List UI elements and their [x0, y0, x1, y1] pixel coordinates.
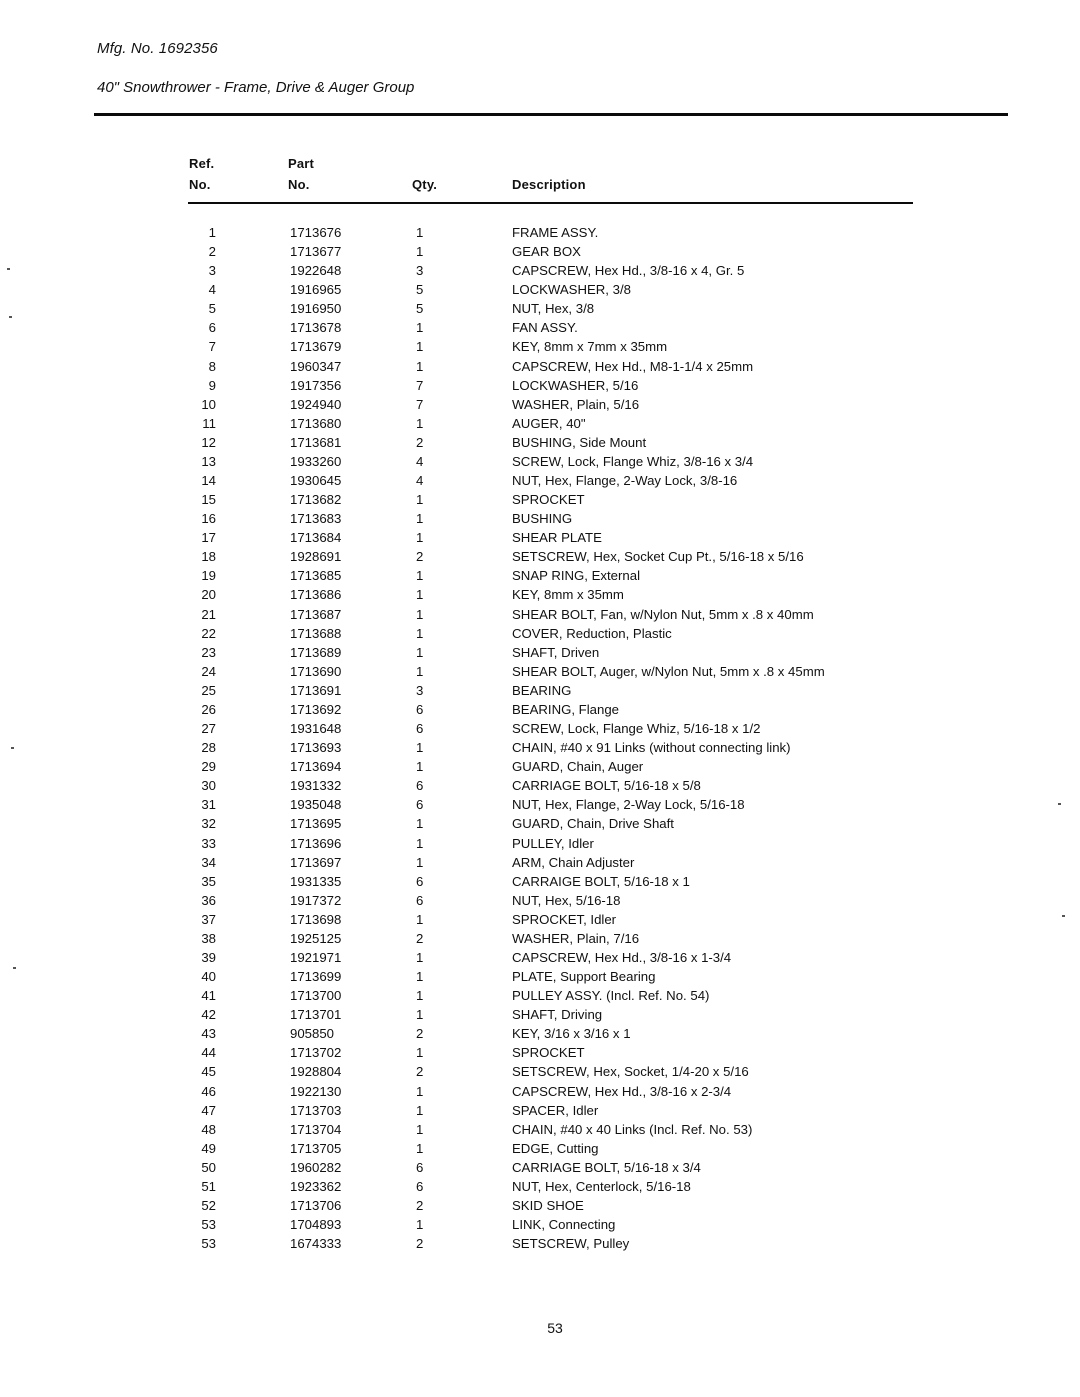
ref-number: 42 [201, 1007, 216, 1023]
part-number: 1933260 [290, 453, 342, 469]
quantity: 1 [416, 1140, 424, 1156]
part-number: 1960282 [290, 1159, 342, 1175]
ref-number: 47 [201, 1102, 216, 1118]
part-number: 1916950 [290, 301, 342, 317]
part-number: 1713691 [290, 682, 342, 698]
scan-speck [1058, 803, 1061, 805]
description: GUARD, Chain, Auger [512, 759, 644, 775]
part-number: 1713699 [290, 969, 342, 985]
quantity: 1 [416, 415, 424, 431]
description: SPROCKET, Idler [512, 911, 617, 927]
manufacturer-number: Mfg. No. 1692356 [97, 40, 218, 57]
table-row [0, 509, 1080, 528]
quantity: 2 [416, 1236, 424, 1252]
quantity: 1 [416, 358, 424, 374]
quantity: 4 [416, 453, 424, 469]
ref-number: 36 [201, 892, 216, 908]
quantity: 2 [416, 930, 424, 946]
quantity: 1 [416, 740, 424, 756]
part-number: 1713702 [290, 1045, 342, 1061]
part-number: 1931332 [290, 778, 342, 794]
table-row [0, 719, 1080, 738]
ref-number: 28 [201, 740, 216, 756]
quantity: 1 [416, 244, 424, 260]
ref-number: 48 [201, 1121, 216, 1137]
description: EDGE, Cutting [512, 1140, 599, 1156]
table-row [0, 337, 1080, 356]
description: SETSCREW, Pulley [512, 1236, 630, 1252]
table-row [0, 624, 1080, 643]
description: BEARING, Flange [512, 701, 620, 717]
quantity: 5 [416, 282, 424, 298]
table-header-divider [188, 202, 913, 204]
table-row [0, 891, 1080, 910]
ref-number: 33 [201, 835, 216, 851]
table-row [0, 700, 1080, 719]
table-row [0, 738, 1080, 757]
quantity: 1 [416, 988, 424, 1004]
scan-speck [13, 967, 16, 969]
part-number: 1713692 [290, 701, 342, 717]
page-title: 40" Snowthrower - Frame, Drive & Auger Group [97, 79, 415, 96]
description: PULLEY ASSY. (Incl. Ref. No. 54) [512, 988, 710, 1004]
description: FRAME ASSY. [512, 225, 599, 240]
ref-number: 50 [201, 1159, 216, 1175]
part-number: 1713685 [290, 568, 342, 584]
part-number: 1713698 [290, 911, 342, 927]
table-row [0, 1215, 1080, 1234]
part-number: 1713704 [290, 1121, 342, 1137]
ref-number: 23 [201, 644, 216, 660]
part-number: 1935048 [290, 797, 342, 813]
description: CAPSCREW, Hex Hd., 3/8-16 x 2-3/4 [512, 1083, 732, 1099]
description: CARRAIGE BOLT, 5/16-18 x 1 [512, 873, 690, 889]
quantity: 7 [416, 396, 424, 412]
description: BUSHING [512, 511, 573, 527]
part-number: 1960347 [290, 358, 342, 374]
table-row [0, 318, 1080, 337]
ref-number: 14 [201, 473, 216, 489]
description: COVER, Reduction, Plastic [512, 625, 672, 641]
quantity: 2 [416, 1026, 424, 1042]
table-row [0, 490, 1080, 509]
description: LOCKWASHER, 5/16 [512, 377, 639, 393]
scan-speck [9, 316, 12, 318]
scan-speck [7, 268, 10, 270]
part-number: 1925125 [290, 930, 342, 946]
ref-number: 22 [201, 625, 216, 641]
description: SHEAR BOLT, Auger, w/Nylon Nut, 5mm x .8 x 45mm [512, 663, 825, 679]
table-row [0, 357, 1080, 376]
part-number: 1674333 [290, 1236, 342, 1252]
ref-number: 41 [201, 988, 216, 1004]
description: CARRIAGE BOLT, 5/16-18 x 5/8 [512, 778, 701, 794]
quantity: 1 [416, 225, 424, 240]
description: CARRIAGE BOLT, 5/16-18 x 3/4 [512, 1159, 701, 1175]
scan-speck [1062, 915, 1065, 917]
description: SCREW, Lock, Flange Whiz, 3/8-16 x 3/4 [512, 453, 754, 469]
part-number: 1713683 [290, 511, 342, 527]
part-number: 1713701 [290, 1007, 342, 1023]
part-number: 1713682 [290, 492, 342, 508]
table-row [0, 967, 1080, 986]
ref-number: 3 [208, 263, 216, 279]
ref-number: 53 [201, 1217, 216, 1233]
table-row [0, 681, 1080, 700]
quantity: 6 [416, 1159, 424, 1175]
ref-number: 13 [201, 453, 216, 469]
ref-number: 38 [201, 930, 216, 946]
quantity: 1 [416, 1121, 424, 1137]
quantity: 1 [416, 1083, 424, 1099]
ref-number: 17 [201, 530, 216, 546]
description: SCREW, Lock, Flange Whiz, 5/16-18 x 1/2 [512, 721, 761, 737]
table-row [0, 1139, 1080, 1158]
description: KEY, 8mm x 7mm x 35mm [512, 339, 668, 355]
description: PULLEY, Idler [512, 835, 594, 851]
scan-speck [11, 747, 14, 749]
quantity: 1 [416, 530, 424, 546]
ref-number: 40 [201, 969, 216, 985]
part-number: 1713681 [290, 434, 342, 450]
ref-number: 7 [208, 339, 216, 355]
description: SETSCREW, Hex, Socket, 1/4-20 x 5/16 [512, 1064, 749, 1080]
description: BUSHING, Side Mount [512, 434, 647, 450]
quantity: 1 [416, 606, 424, 622]
quantity: 2 [416, 549, 424, 565]
table-row [0, 948, 1080, 967]
quantity: 6 [416, 797, 424, 813]
table-row [0, 452, 1080, 471]
part-number: 1713679 [290, 339, 342, 355]
description: KEY, 8mm x 35mm [512, 587, 624, 603]
quantity: 1 [416, 339, 424, 355]
part-number: 1713687 [290, 606, 342, 622]
part-number: 1713694 [290, 759, 342, 775]
ref-number: 44 [201, 1045, 216, 1061]
table-row [0, 872, 1080, 891]
quantity: 4 [416, 473, 424, 489]
part-number: 1917372 [290, 892, 342, 908]
table-row [0, 1101, 1080, 1120]
ref-number: 12 [201, 434, 216, 450]
part-number: 1713678 [290, 320, 342, 336]
description: CAPSCREW, Hex Hd., 3/8-16 x 1-3/4 [512, 949, 732, 965]
table-row [0, 929, 1080, 948]
quantity: 6 [416, 778, 424, 794]
table-row [0, 1158, 1080, 1177]
description: CHAIN, #40 x 91 Links (without connecting link) [512, 740, 791, 756]
ref-number: 39 [201, 949, 216, 965]
table-row [0, 1120, 1080, 1139]
part-number: 1930645 [290, 473, 342, 489]
table-row [0, 433, 1080, 452]
table-row [0, 471, 1080, 490]
table-row [0, 1062, 1080, 1081]
description: FAN ASSY. [512, 320, 578, 336]
table-row [0, 223, 1080, 242]
part-number: 1713695 [290, 816, 342, 832]
table-row [0, 566, 1080, 585]
ref-number: 21 [201, 606, 216, 622]
ref-number: 2 [208, 244, 216, 260]
part-number: 905850 [290, 1026, 335, 1042]
table-row [0, 853, 1080, 872]
table-row [0, 986, 1080, 1005]
part-number: 1713684 [290, 530, 342, 546]
part-number: 1713677 [290, 244, 342, 260]
ref-number: 15 [201, 492, 216, 508]
ref-number: 25 [201, 682, 216, 698]
description: NUT, Hex, 5/16-18 [512, 892, 621, 908]
description: WASHER, Plain, 5/16 [512, 396, 640, 412]
ref-number: 31 [201, 797, 216, 813]
quantity: 1 [416, 663, 424, 679]
description: NUT, Hex, Flange, 2-Way Lock, 5/16-18 [512, 797, 745, 813]
description: SKID SHOE [512, 1197, 584, 1213]
description: WASHER, Plain, 7/16 [512, 930, 640, 946]
ref-number: 37 [201, 911, 216, 927]
quantity: 1 [416, 969, 424, 985]
table-row [0, 643, 1080, 662]
description: LINK, Connecting [512, 1217, 616, 1233]
table-row [0, 757, 1080, 776]
quantity: 1 [416, 568, 424, 584]
description: NUT, Hex, Centerlock, 5/16-18 [512, 1178, 691, 1194]
ref-number: 9 [208, 377, 216, 393]
description: SPACER, Idler [512, 1102, 599, 1118]
description: LOCKWASHER, 3/8 [512, 282, 631, 298]
quantity: 5 [416, 301, 424, 317]
description: SETSCREW, Hex, Socket Cup Pt., 5/16-18 x 5/16 [512, 549, 804, 565]
part-number: 1713689 [290, 644, 342, 660]
page-number: 53 [547, 1320, 563, 1336]
description: PLATE, Support Bearing [512, 969, 656, 985]
quantity: 1 [416, 1102, 424, 1118]
description: SHEAR PLATE [512, 530, 602, 546]
table-row [0, 376, 1080, 395]
quantity: 1 [416, 320, 424, 336]
quantity: 6 [416, 701, 424, 717]
ref-number: 34 [201, 854, 216, 870]
table-row [0, 1043, 1080, 1062]
ref-number: 52 [201, 1197, 216, 1213]
part-number: 1923362 [290, 1178, 342, 1194]
description: BEARING [512, 682, 572, 698]
table-row [0, 662, 1080, 681]
quantity: 2 [416, 1197, 424, 1213]
quantity: 1 [416, 1045, 424, 1061]
table-row [0, 547, 1080, 566]
part-number: 1713697 [290, 854, 342, 870]
part-number: 1922130 [290, 1083, 342, 1099]
part-number: 1928804 [290, 1064, 342, 1080]
description: SPROCKET [512, 492, 585, 508]
ref-number: 10 [201, 396, 216, 412]
table-row [0, 1177, 1080, 1196]
part-number: 1924940 [290, 396, 342, 412]
ref-number: 5 [208, 301, 216, 317]
part-header-line1: Part [288, 156, 315, 171]
table-row [0, 814, 1080, 833]
ref-number: 49 [201, 1140, 216, 1156]
ref-number: 18 [201, 549, 216, 565]
quantity: 1 [416, 854, 424, 870]
description: CAPSCREW, Hex Hd., M8-1-1/4 x 25mm [512, 358, 754, 374]
qty-header: Qty. [412, 177, 438, 192]
part-number: 1713700 [290, 988, 342, 1004]
table-row [0, 528, 1080, 547]
table-row [0, 414, 1080, 433]
description-header: Description [512, 177, 586, 192]
table-row [0, 299, 1080, 318]
quantity: 2 [416, 434, 424, 450]
part-number: 1713693 [290, 740, 342, 756]
description: CHAIN, #40 x 40 Links (Incl. Ref. No. 53) [512, 1121, 753, 1137]
quantity: 1 [416, 911, 424, 927]
quantity: 2 [416, 1064, 424, 1080]
table-row [0, 395, 1080, 414]
table-row [0, 261, 1080, 280]
table-row [0, 1196, 1080, 1215]
quantity: 1 [416, 587, 424, 603]
quantity: 6 [416, 1178, 424, 1194]
part-number: 1713705 [290, 1140, 342, 1156]
ref-number: 16 [201, 511, 216, 527]
quantity: 7 [416, 377, 424, 393]
ref-number: 45 [201, 1064, 216, 1080]
ref-number: 26 [201, 701, 216, 717]
quantity: 1 [416, 492, 424, 508]
ref-number: 27 [201, 721, 216, 737]
part-number: 1928691 [290, 549, 342, 565]
description: SPROCKET [512, 1045, 585, 1061]
ref-number: 32 [201, 816, 216, 832]
part-number: 1921971 [290, 949, 342, 965]
table-row [0, 776, 1080, 795]
ref-number: 43 [201, 1026, 216, 1042]
ref-number: 8 [208, 358, 216, 374]
ref-number: 20 [201, 587, 216, 603]
part-number: 1713686 [290, 587, 342, 603]
quantity: 1 [416, 835, 424, 851]
table-row [0, 605, 1080, 624]
description: ARM, Chain Adjuster [512, 854, 635, 870]
part-number: 1713676 [290, 225, 342, 240]
header-divider [94, 113, 1008, 116]
quantity: 3 [416, 263, 424, 279]
table-row [0, 585, 1080, 604]
table-body [0, 223, 1080, 1253]
ref-number: 6 [208, 320, 216, 336]
part-number: 1931335 [290, 873, 342, 889]
part-number: 1713690 [290, 663, 342, 679]
quantity: 3 [416, 682, 424, 698]
quantity: 1 [416, 949, 424, 965]
description: SHAFT, Driven [512, 644, 600, 660]
table-row [0, 834, 1080, 853]
table-row [0, 280, 1080, 299]
quantity: 1 [416, 816, 424, 832]
ref-number: 35 [201, 873, 216, 889]
ref-number: 46 [201, 1083, 216, 1099]
part-header-line2: No. [288, 177, 310, 192]
description: CAPSCREW, Hex Hd., 3/8-16 x 4, Gr. 5 [512, 263, 745, 279]
part-number: 1931648 [290, 721, 342, 737]
ref-number: 51 [201, 1178, 216, 1194]
ref-number: 53 [201, 1236, 216, 1252]
quantity: 6 [416, 873, 424, 889]
description: AUGER, 40" [512, 415, 586, 431]
part-number: 1713706 [290, 1197, 342, 1213]
ref-number: 4 [208, 282, 216, 298]
description: NUT, Hex, Flange, 2-Way Lock, 3/8-16 [512, 473, 738, 489]
ref-number: 19 [201, 568, 216, 584]
table-row [0, 1234, 1080, 1253]
ref-number: 24 [201, 663, 216, 679]
table-row [0, 242, 1080, 261]
ref-number: 30 [201, 778, 216, 794]
ref-header-line2: No. [189, 177, 211, 192]
table-row [0, 1005, 1080, 1024]
part-number: 1713696 [290, 835, 342, 851]
part-number: 1713703 [290, 1102, 342, 1118]
quantity: 1 [416, 511, 424, 527]
quantity: 1 [416, 625, 424, 641]
ref-header-line1: Ref. [189, 156, 215, 171]
table-row [0, 1024, 1080, 1043]
table-row [0, 910, 1080, 929]
part-number: 1704893 [290, 1217, 342, 1233]
ref-number: 1 [208, 225, 216, 240]
part-number: 1917356 [290, 377, 342, 393]
quantity: 1 [416, 759, 424, 775]
description: GEAR BOX [512, 244, 581, 260]
quantity: 6 [416, 892, 424, 908]
description: KEY, 3/16 x 3/16 x 1 [512, 1026, 631, 1042]
ref-number: 29 [201, 759, 216, 775]
part-number: 1916965 [290, 282, 342, 298]
description: SNAP RING, External [512, 568, 641, 584]
quantity: 1 [416, 1007, 424, 1023]
quantity: 1 [416, 1217, 424, 1233]
table-row [0, 1082, 1080, 1101]
description: NUT, Hex, 3/8 [512, 301, 595, 317]
description: GUARD, Chain, Drive Shaft [512, 816, 674, 832]
description: SHAFT, Driving [512, 1007, 603, 1023]
quantity: 6 [416, 721, 424, 737]
part-number: 1922648 [290, 263, 342, 279]
quantity: 1 [416, 644, 424, 660]
part-number: 1713688 [290, 625, 342, 641]
table-row [0, 795, 1080, 814]
ref-number: 11 [202, 415, 216, 431]
part-number: 1713680 [290, 415, 342, 431]
description: SHEAR BOLT, Fan, w/Nylon Nut, 5mm x .8 x 40mm [512, 606, 814, 622]
